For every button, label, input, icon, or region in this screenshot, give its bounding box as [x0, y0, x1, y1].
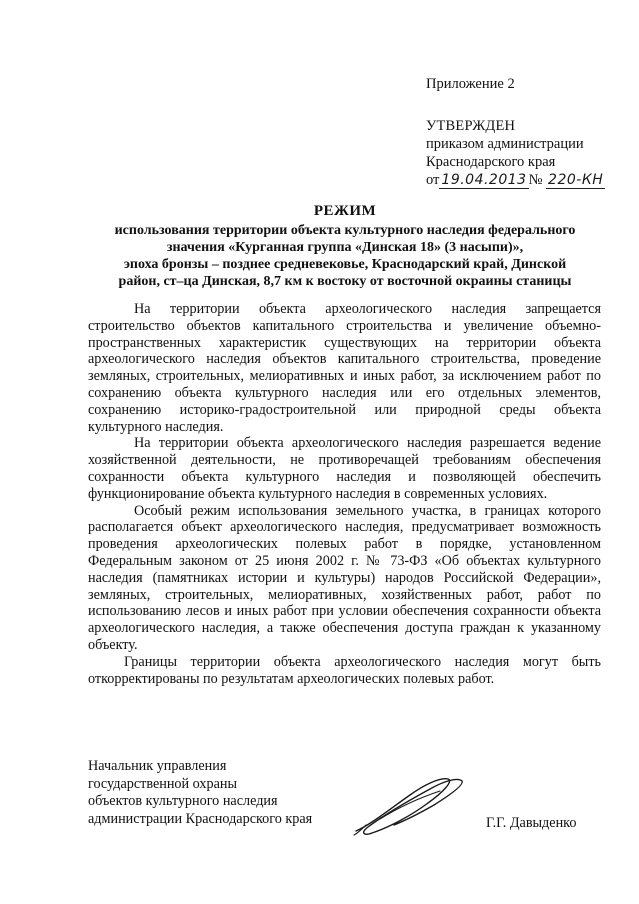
signatory-line-1: Начальник управления	[88, 758, 227, 774]
document-body	[88, 301, 601, 687]
appendix-label: Приложение 2	[426, 76, 515, 92]
signatory-line-2: государственной охраны	[88, 775, 238, 792]
paragraph-prohibitions: На территории объекта археологического наследия запрещается строительство объектов капитального строительства и увеличение объемно-пространственных характеристик существующих на территории объекта археологического наследия объектов капитального строительства, проведение земляных, строительных, мелиоративных и иных работ, за исключением работ по сохранению объекта культурного наследия или его отдельных элементов, сохранению историко-градостроительной или природной среды объекта культурного наследия.	[88, 301, 601, 435]
paragraph-permissions: На территории объекта археологического наследия разрешается ведение хозяйственной деятельности, не противоречащей требованиям обеспечения сохранности объекта культурного наследия и позволяющей обеспечить функционирование объекта культурного наследия в современных условиях.	[88, 435, 601, 502]
order-number-sign: №	[528, 172, 543, 188]
handwritten-signature	[350, 773, 470, 839]
approval-line-2: Краснодарского края	[426, 154, 556, 170]
document-title: РЕЖИМ	[313, 203, 377, 219]
order-number: 220-КН	[548, 172, 604, 188]
signatory-line-3: объектов культурного наследия	[88, 793, 278, 809]
paragraph-boundaries: Границы территории объекта археологического наследия могут быть откорректированы по результатам археологических полевых работ.	[88, 653, 601, 687]
heading-line-2: значения «Курганная группа «Динская 18» (3 насыпи)»,	[166, 240, 524, 255]
signatory-name: Г.Г. Давыденко	[486, 815, 577, 831]
order-date: 19.04.2013	[441, 172, 527, 188]
order-prefix: от	[426, 172, 440, 188]
heading-line-1: использования территории объекта культурного наследия федерального	[114, 223, 576, 238]
heading-line-4: район, ст–ца Динская, 8,7 км к востоку от восточной окраины станицы	[118, 274, 572, 289]
signatory-position	[88, 758, 312, 828]
approval-title: УТВЕРЖДЕН	[426, 118, 516, 134]
approval-order-line	[426, 171, 605, 190]
paragraph-land-use: Особый режим использования земельного участка, в границах которого располагается объект археологического наследия, предусматривает возможность проведения археологических полевых работ в порядке, установленном Федеральным законом от 25 июня 2002 г. № 73-ФЗ «Об объектах культурного наследия (памятниках истории и культуры) народов Российской Федерации», земляных, строительных, мелиоративных, хозяйственных работ, работ по использованию лесов и иных работ при условии обеспечения сохранности объекта археологического наследия, а также обеспечения доступа граждан к указанному объекту.	[88, 502, 601, 653]
approval-line-1: приказом администрации	[426, 136, 584, 152]
approval-block	[426, 117, 605, 190]
signatory-line-4: администрации Краснодарского края	[88, 810, 313, 827]
document-heading	[88, 203, 602, 290]
heading-line-3: эпоха бронзы – позднее средневековье, Краснодарский край, Динской	[123, 257, 567, 272]
